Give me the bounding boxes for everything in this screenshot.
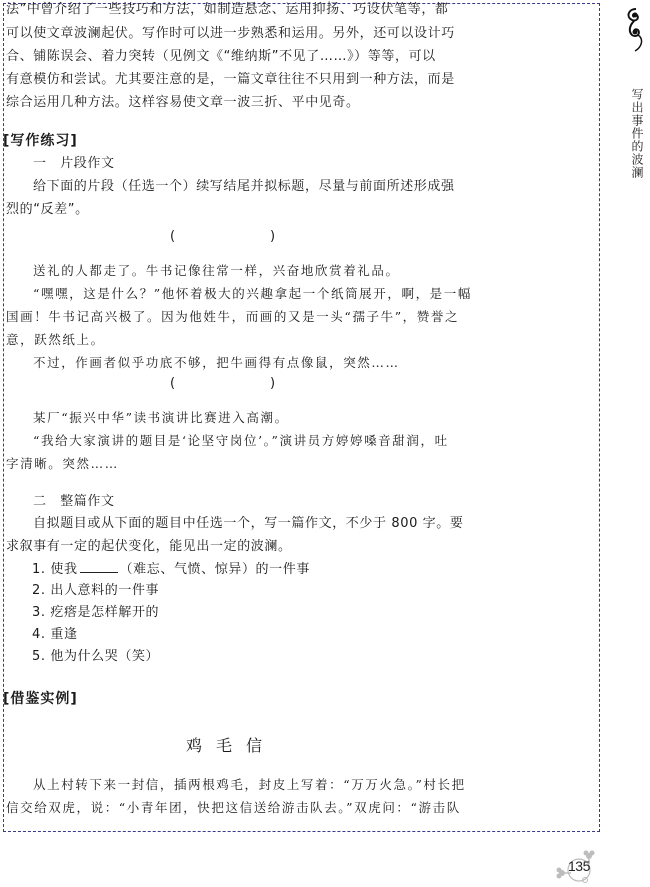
fragment1-title-close-paren: ): [270, 229, 276, 244]
part2-heading: 二 整篇作文: [33, 494, 115, 509]
part1-heading: 一 片段作文: [33, 156, 115, 171]
topic-item: [32, 580, 159, 602]
part1-instruction: 给下面的片段（任选一个）续写结尾并拟标题，尽量与前面所述形成强: [33, 179, 455, 194]
page-number: 135: [568, 858, 590, 874]
fragment2-line: 某厂“振兴中华”读书演讲比赛进入高潮。: [33, 410, 289, 425]
page-number-badge: [555, 850, 605, 885]
topic-number: 3.: [32, 605, 46, 620]
fragment1-line: 意，跃然纸上。: [6, 332, 105, 347]
part1-instruction: 烈的“反差”。: [6, 202, 89, 217]
topic-text: 出人意料的一件事: [50, 583, 160, 598]
section-heading-example: [借鉴实例]: [3, 691, 78, 707]
topic-number: 4.: [32, 627, 46, 642]
fragment1-line: 送礼的人都走了。牛书记像往常一样，兴奋地欣赏着礼品。: [33, 263, 400, 278]
topic-item: [32, 624, 78, 646]
topic-number: 5.: [32, 649, 46, 664]
topic-text-before: 使我: [50, 562, 78, 577]
fill-blank: [80, 558, 118, 573]
fragment1-line: 不过，作画者似乎功底不够，把牛画得有点像鼠，突然……: [33, 355, 400, 370]
fragment1-line: “嘿嘿，这是什么？”他怀着极大的兴趣拿起一个纸筒展开，啊，是一幅: [33, 286, 472, 301]
fragment2-line: “我给大家演讲的题目是‘论坚守岗位’。”演讲员方婷婷嗓音甜润，吐: [33, 433, 449, 448]
part2-instruction: 自拟题目或从下面的题目中任选一个，写一篇作文，不少于 800 字。要: [33, 516, 464, 531]
example-line: 从上村转下来一封信，插两根鸡毛，封皮上写着：“万万火急。”村长把: [33, 777, 466, 792]
fragment2-title-close-paren: ): [270, 376, 276, 391]
topic-item: [32, 602, 159, 624]
topic-text: 重逢: [50, 627, 78, 642]
example-line: 信交给双虎，说：“小青年团，快把这信送给游击队去。”双虎问：“游击队: [6, 800, 461, 815]
example-title: 鸡毛信: [186, 736, 277, 755]
topic-text: 他为什么哭（笑）: [50, 649, 160, 664]
intro-line: 可以使文章波澜起伏。写作时可以进一步熟悉和运用。另外，还可以设计巧: [6, 26, 455, 41]
section-heading-practice: [写作练习]: [3, 133, 78, 149]
fragment2-line: 字清晰。突然……: [6, 456, 119, 471]
topic-item: [32, 558, 310, 581]
scroll-ornament-icon: [622, 5, 648, 53]
chapter-side-label: 写出事件的波澜: [630, 88, 644, 179]
topic-text-after: （难忘、气愤、惊异）的一件事: [119, 562, 310, 577]
intro-line: 合、铺陈误会、着力突转（见例文《“维纳斯”不见了……》）等等，可以: [6, 49, 436, 64]
part2-instruction: 求叙事有一定的起伏变化，能见出一定的波澜。: [6, 539, 292, 554]
intro-line: 有意模仿和尝试。尤其要注意的是，一篇文章往往不只用到一种方法，而是: [6, 72, 455, 87]
intro-line: 综合运用几种方法。这样容易使文章一波三折、平中见奇。: [6, 95, 360, 110]
intro-line: 法”中曾介绍了一些技巧和方法，如制造悬念、运用抑扬、巧设伏笔等，都: [6, 2, 449, 17]
topic-number: 1.: [32, 562, 46, 577]
topic-number: 2.: [32, 583, 46, 598]
topic-text: 疙瘩是怎样解开的: [50, 605, 160, 620]
topic-item: [32, 646, 159, 668]
fragment1-line: 国画！牛书记高兴极了。因为他姓牛，而画的又是一头“孺子牛”，赞誉之: [6, 309, 460, 324]
fragment1-title-open-paren: (: [170, 229, 176, 244]
fragment2-title-open-paren: (: [170, 376, 176, 391]
